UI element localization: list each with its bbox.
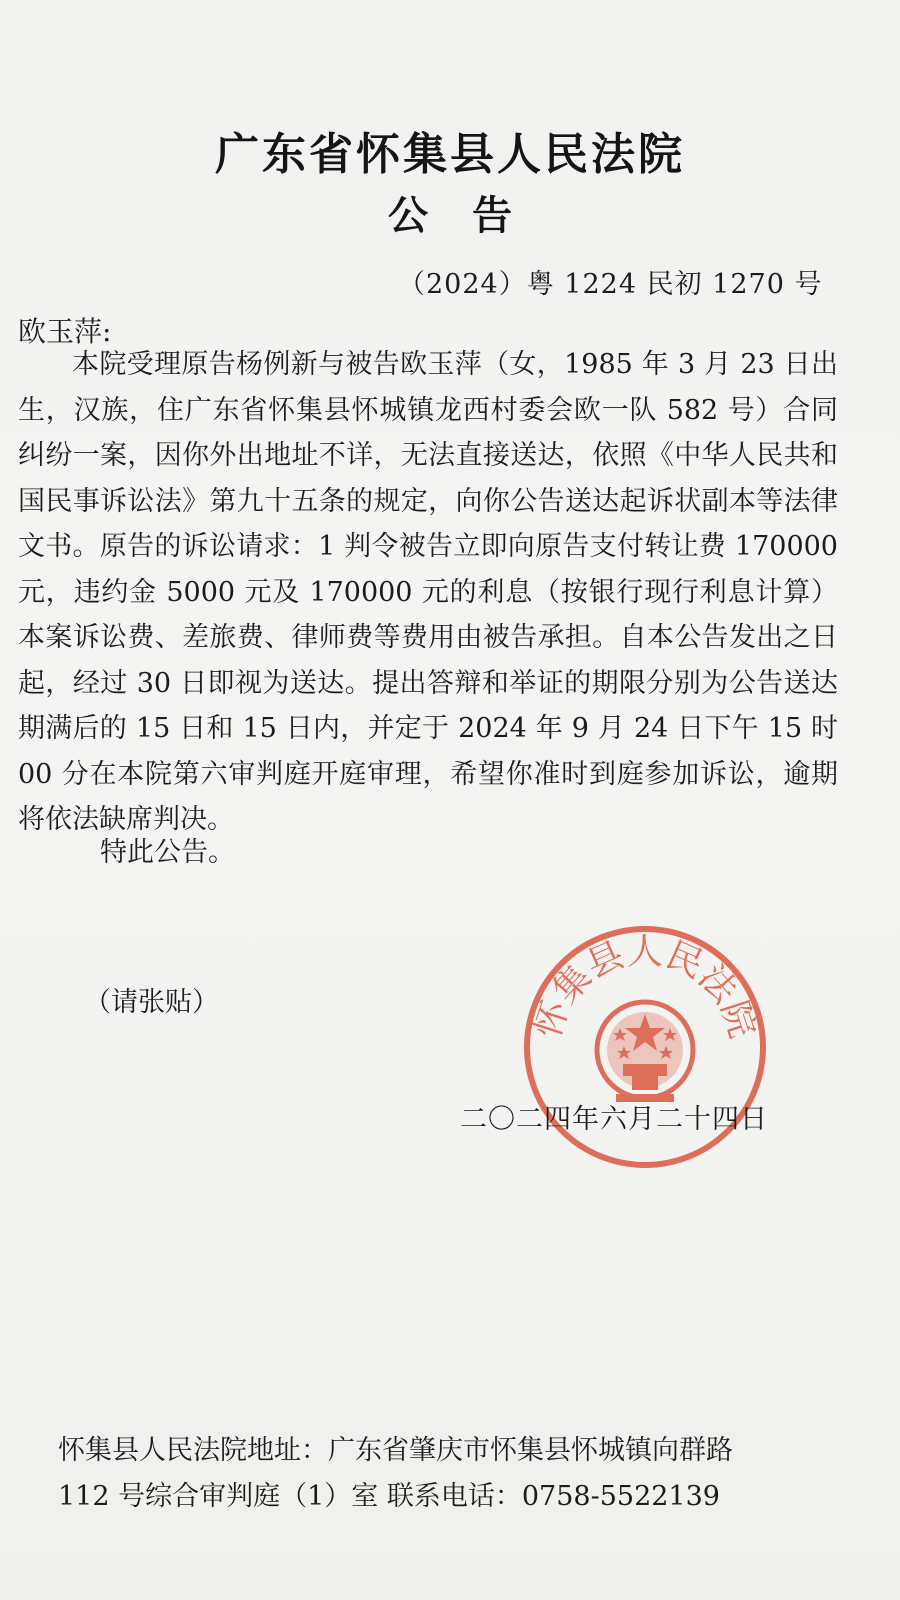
closing-statement: 特此公告。 xyxy=(100,837,235,868)
footer-address: 怀集县人民法院地址：广东省肇庆市怀集县怀城镇向群路 xyxy=(58,1435,733,1466)
posting-note: （请张贴） xyxy=(84,987,219,1018)
footer-contact: 112 号综合审判庭（1）室 联系电话：0758-5522139 xyxy=(58,1481,720,1512)
court-name-title: 广东省怀集县人民法院 xyxy=(215,129,685,180)
notice-body: 本院受理原告杨例新与被告欧玉萍（女，1985 年 3 月 23 日出生，汉族，住广东省怀集县怀城镇龙西村委会欧一队 582 号）合同纠纷一案，因你外出地址不详，无法直接送达，依照《中华人民共和国民事诉讼法》第九十五条的规定，向你公告送达起诉状副本等法律文书。原告的诉讼请求：1 判令被告立即向原告支付转让费 170000 元，违约金 5000 元及 170000 元的利息（按银行现行利息计算）本案诉讼费、差旅费、律师费等费用由被告承担。自本公告发出之日起，经过 30 日即视为送达。提出答辩和举证的期限分别为公告送达期满后的 15 日和 15 日内，并定于 2024 年 9 月 24 日下午 15 时 00 分在本院第六审判庭开庭审理，希望你准时到庭参加诉讼，逾期将依法缺席判决。 xyxy=(18,349,838,835)
notice-title: 公告 xyxy=(388,193,556,239)
national-emblem-icon xyxy=(597,1002,693,1102)
issue-date: 二〇二四年六月二十四日 xyxy=(460,1104,768,1135)
case-number: （2024）粤 1224 民初 1270 号 xyxy=(398,269,823,300)
addressee: 欧玉萍: xyxy=(18,315,112,348)
seal-text-path: 怀集县人民法院 xyxy=(527,931,763,1043)
